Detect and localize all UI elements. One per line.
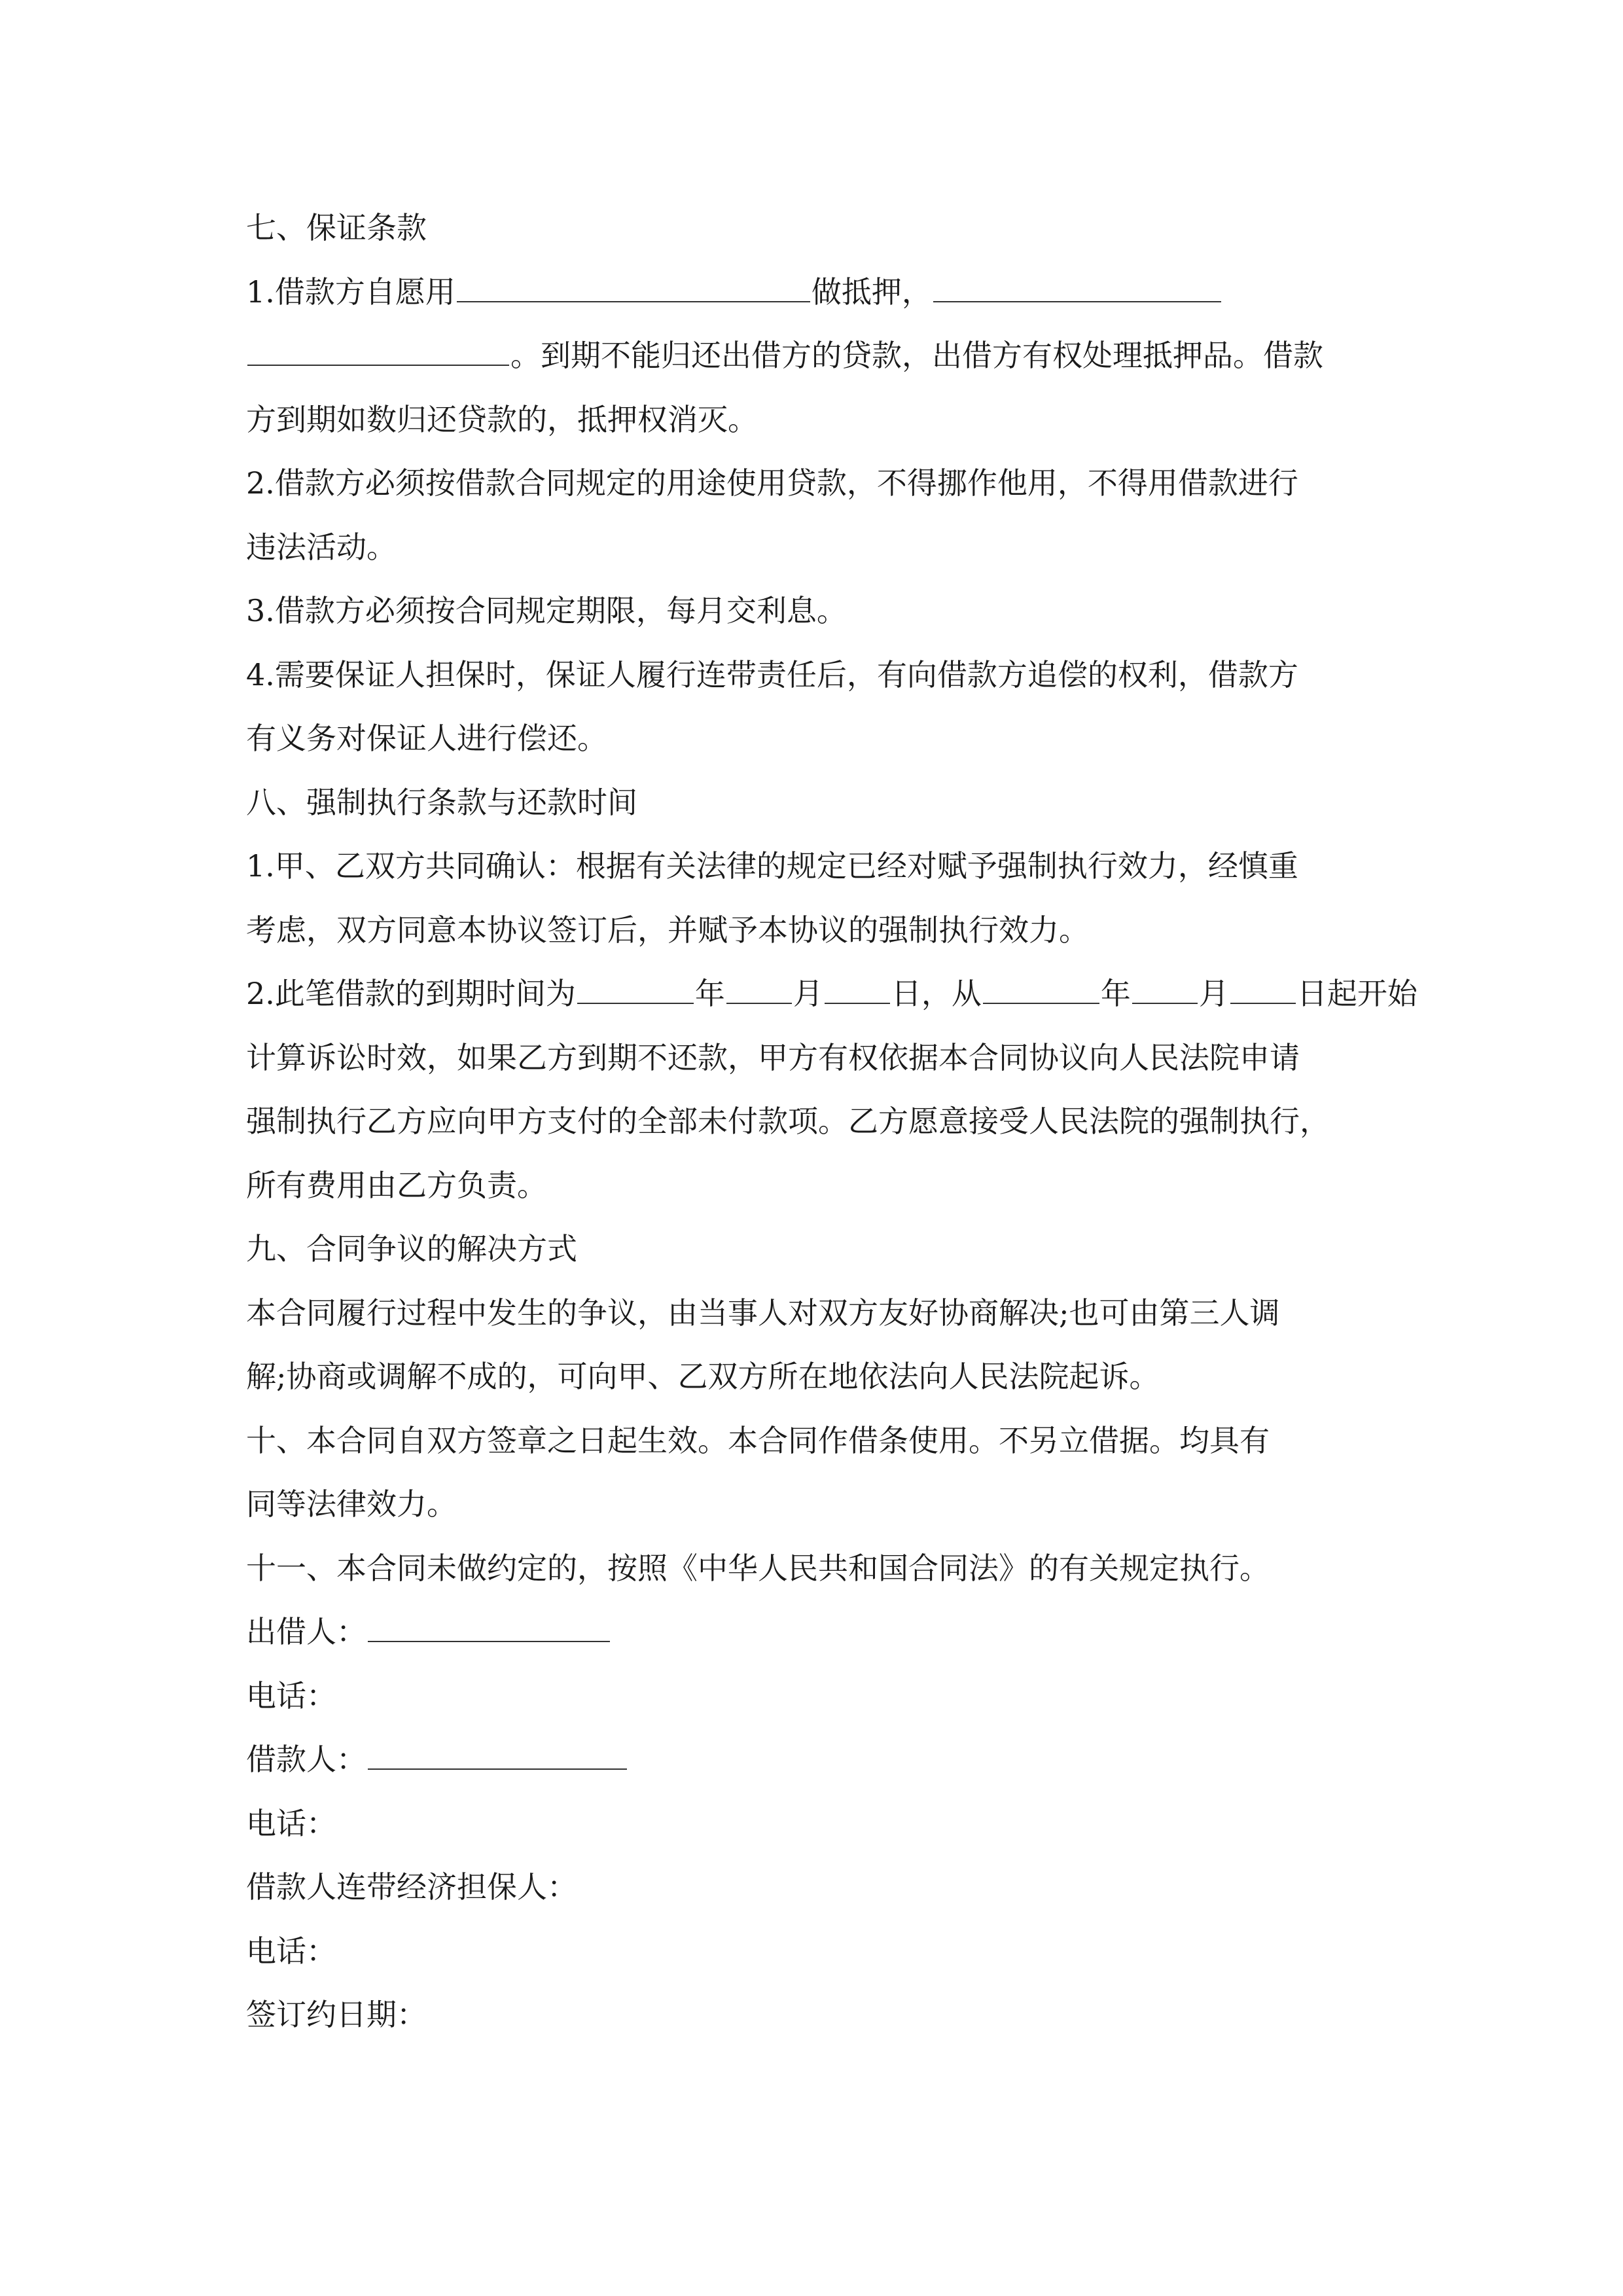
section-9-title: 九、合同争议的解决方式 — [246, 1231, 577, 1266]
clause-8-2-line-3: 强制执行乙方应向甲方支付的全部未付款项。乙方愿意接受人民法院的强制执行， — [246, 1103, 1330, 1139]
collateral-blank[interactable] — [457, 275, 810, 302]
section-10-line-1: 十、本合同自双方签章之日起生效。本合同作借条使用。不另立借据。均具有 — [246, 1422, 1270, 1458]
start-year-blank[interactable] — [983, 977, 1099, 1004]
text: 月 — [793, 976, 823, 1011]
guarantor-label: 借款人连带经济担保人： — [246, 1869, 577, 1905]
text: 2.此笔借款的到期时间为 — [246, 976, 576, 1011]
clause-7-1-line-3: 方到期如数归还贷款的，抵押权消灭。 — [246, 401, 758, 437]
due-month-blank[interactable] — [726, 977, 792, 1004]
clause-7-2-line-1: 2.借款方必须按借款合同规定的用途使用贷款，不得挪作他用，不得用借款进行 — [246, 465, 1298, 501]
clause-9-line-1: 本合同履行过程中发生的争议，由当事人对双方友好协商解决;也可由第三人调 — [246, 1295, 1280, 1331]
due-year-blank[interactable] — [577, 977, 694, 1004]
clause-7-3: 3.借款方必须按合同规定期限，每月交利息。 — [246, 593, 847, 628]
section-11: 十一、本合同未做约定的，按照《中华人民共和国合同法》的有关规定执行。 — [246, 1550, 1270, 1586]
clause-7-2-line-2: 违法活动。 — [246, 529, 397, 565]
borrower-signature-line — [246, 1728, 1378, 1792]
start-day-blank[interactable] — [1230, 977, 1296, 1004]
section-8-title: 八、强制执行条款与还款时间 — [246, 784, 637, 820]
section-7-title: 七、保证条款 — [246, 210, 427, 245]
text: 日起开始 — [1296, 976, 1418, 1011]
text: 年 — [694, 976, 725, 1011]
text: 年 — [1100, 976, 1131, 1011]
sign-date-label: 签订约日期： — [246, 1997, 427, 2032]
text: 月 — [1198, 976, 1229, 1011]
text: 做抵押， — [811, 274, 932, 310]
section-10-line-2: 同等法律效力。 — [246, 1486, 457, 1522]
text: 1.借款方自愿用 — [246, 274, 455, 310]
borrower-phone-label: 电话： — [246, 1805, 336, 1841]
clause-9-line-2: 解;协商或调解不成的，可向甲、乙双方所在地依法向人民法院起诉。 — [246, 1359, 1160, 1394]
lender-signature-blank[interactable] — [368, 1615, 610, 1642]
contract-body — [246, 196, 1418, 2047]
clause-7-1-line-1 — [246, 260, 1378, 325]
clause-7-1-line-2 — [246, 324, 1378, 388]
start-month-blank[interactable] — [1132, 977, 1198, 1004]
lender-label: 出借人： — [246, 1614, 366, 1649]
clause-7-4-line-2: 有义务对保证人进行偿还。 — [246, 721, 607, 756]
lender-phone-label: 电话： — [246, 1677, 336, 1713]
borrower-label: 借款人： — [246, 1742, 366, 1777]
collateral-detail-blank[interactable] — [933, 275, 1221, 302]
clause-7-4-line-1: 4.需要保证人担保时，保证人履行连带责任后，有向借款方追偿的权利，借款方 — [246, 656, 1298, 692]
lender-signature-line — [246, 1600, 1378, 1664]
clause-8-2-line-2: 计算诉讼时效，如果乙方到期不还款，甲方有权依据本合同协议向人民法院申请 — [246, 1039, 1300, 1075]
text: 。到期不能归还出借方的贷款，出借方有权处理抵押品。借款 — [510, 338, 1323, 373]
clause-8-1-line-1: 1.甲、乙双方共同确认：根据有关法律的规定已经对赋予强制执行效力，经慎重 — [246, 848, 1298, 884]
text: 日，从 — [891, 976, 982, 1011]
clause-8-1-line-2: 考虑，双方同意本协议签订后，并赋予本协议的强制执行效力。 — [246, 912, 1089, 948]
due-day-blank[interactable] — [825, 977, 890, 1004]
clause-8-2-line-4: 所有费用由乙方负责。 — [246, 1167, 547, 1203]
guarantor-phone-label: 电话： — [246, 1933, 336, 1969]
collateral-detail-blank-2[interactable] — [247, 338, 509, 366]
borrower-signature-blank[interactable] — [368, 1742, 627, 1770]
clause-8-2-line-1 — [246, 962, 1418, 1026]
